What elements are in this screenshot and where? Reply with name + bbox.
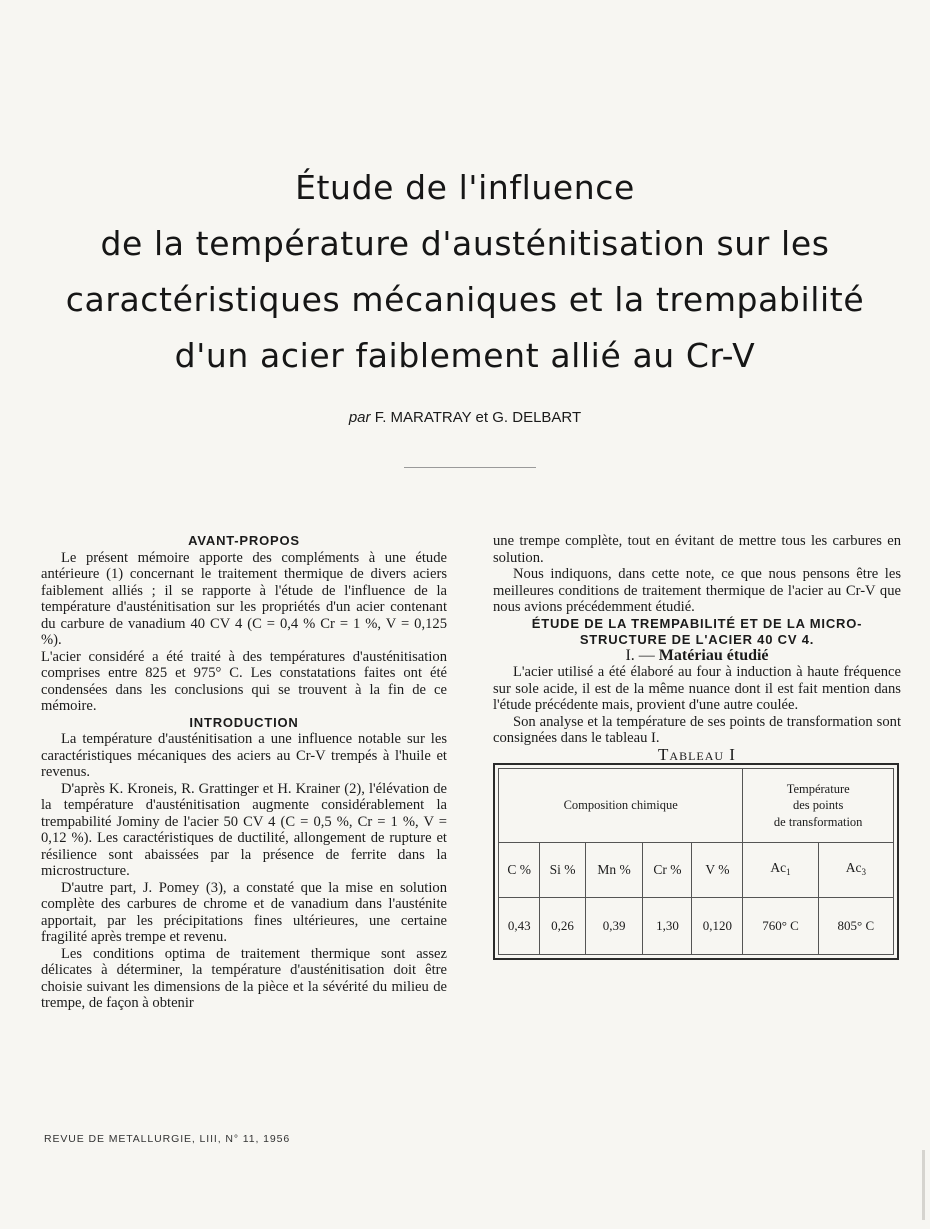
paragraph: L'acier utilisé a été élaboré au four à induction à haute fréquence sur sole acide, il est de la même nuance dont il est fait mention dans l'étude précédente mais, provient d'une autre coulée. <box>493 664 901 713</box>
table-cell: 0,43 <box>499 898 540 955</box>
table-cell: 760° C <box>743 898 818 955</box>
byline-par: par <box>348 409 371 426</box>
column-header: V % <box>692 843 743 898</box>
title-line: de la température d'austénitisation sur les <box>100 224 830 263</box>
temperature-header-line: de transformation <box>773 814 863 829</box>
column-header: Si % <box>540 843 585 898</box>
scan-edge-mark <box>922 1150 925 1220</box>
article-title <box>30 160 900 384</box>
right-column <box>493 533 901 960</box>
title-divider <box>404 467 536 468</box>
byline-authors: F. MARATRAY et G. DELBART <box>374 409 582 426</box>
temperature-header <box>743 769 894 843</box>
table-cell: 0,26 <box>540 898 585 955</box>
paragraph-continuation: une trempe complète, tout en évitant de mettre tous les carbures en solution. <box>493 533 901 566</box>
subsection-number: I. — <box>625 646 655 664</box>
table-frame <box>493 763 899 960</box>
ac-base: Ac <box>845 859 862 875</box>
temperature-header-line: des points <box>793 798 844 813</box>
paragraph: D'après K. Kroneis, R. Grattinger et H. Krainer (2), l'élévation de la température d'austénitisation augmente considérablement la trempabilité Jominy de l'acier 50 CV 4 (C = 0,5 %, Cr = 1 %, V = 0,12 %). Les caractéristiques de ductilité, allongement de rupture et résilience sont abaissées par la présence de ferrite dans la microstructure. <box>41 780 447 879</box>
column-header-ac1 <box>743 843 818 898</box>
paragraph: D'autre part, J. Pomey (3), a constaté que la mise en solution complète des carbures de chrome et de vanadium dans l'austénite apportait, par les précipitations fines ultérieures, une certaine fragilité après trempe et revenu. <box>41 879 447 945</box>
ac-base: Ac <box>770 859 787 875</box>
table-row <box>499 898 894 955</box>
paragraph: L'acier considéré a été traité à des températures d'austénitisation comprises entre 825 et 975° C. Les constatations faites ont été condensées dans les conclusions qui se trouvent à la fin de ce mémoire. <box>41 648 447 714</box>
section-heading: ÉTUDE DE LA TREMPABILITÉ ET DE LA MICRO-STRUCTURE DE L'ACIER 40 CV 4. <box>531 615 863 647</box>
column-header: Cr % <box>643 843 692 898</box>
column-header: Mn % <box>585 843 643 898</box>
table-cell: 0,120 <box>692 898 743 955</box>
paragraph: Les conditions optima de traitement thermique sont assez délicates à déterminer, la température d'austénitisation doit être choisie suivant les dimensions de la pièce et la sévérité du milieu de trempe, de façon à obtenir <box>41 945 447 1011</box>
left-column <box>41 533 447 1012</box>
table-cell: 805° C <box>818 898 893 955</box>
paragraph: Son analyse et la température de ses points de transformation sont consignées dans le tableau I. <box>493 713 901 746</box>
table-column-row <box>499 843 894 898</box>
paragraph: Nous indiquons, dans cette note, ce que nous pensons être les meilleures conditions de traitement thermique de l'acier au Cr-V que nous avions précédemment étudié. <box>493 566 901 615</box>
column-header-ac3 <box>818 843 893 898</box>
introduction-heading: INTRODUCTION <box>189 714 299 730</box>
table-cell: 0,39 <box>585 898 643 955</box>
table-header-row <box>499 769 894 843</box>
subsection-heading <box>493 648 901 665</box>
title-line: caractéristiques mécaniques et la trempabilité <box>65 280 865 319</box>
subsection-title: Matériau étudié <box>658 646 769 664</box>
avant-propos-heading: AVANT-PROPOS <box>188 533 300 548</box>
title-line: d'un acier faiblement allié au Cr-V <box>174 336 756 375</box>
journal-footer: REVUE DE METALLURGIE, LIII, N° 11, 1956 <box>44 1133 291 1145</box>
composition-table <box>498 768 894 955</box>
composition-header: Composition chimique <box>499 769 743 843</box>
temperature-header-line: Température <box>786 781 850 796</box>
byline <box>0 409 930 426</box>
title-line: Étude de l'influence <box>295 168 635 207</box>
paragraph: La température d'austénitisation a une influence notable sur les caractéristiques mécaniques des aciers au Cr-V trempés à l'huile et revenus. <box>41 731 447 780</box>
ac-subscript: 1 <box>786 866 791 877</box>
column-header: C % <box>499 843 540 898</box>
paragraph: Le présent mémoire apporte des compléments à une étude antérieure (1) concernant le traitement thermique de divers aciers faiblement alliés ; il se rapporte à l'étude de l'influence de la température d'austénitisation sur les propriétés d'un acier contenant du carbure de vanadium 40 CV 4 (C = 0,4 % Cr = 1 %, V = 0,125 %). <box>41 549 447 648</box>
table-cell: 1,30 <box>643 898 692 955</box>
ac-subscript: 3 <box>861 866 866 877</box>
table-caption: Tableau I <box>658 744 736 764</box>
